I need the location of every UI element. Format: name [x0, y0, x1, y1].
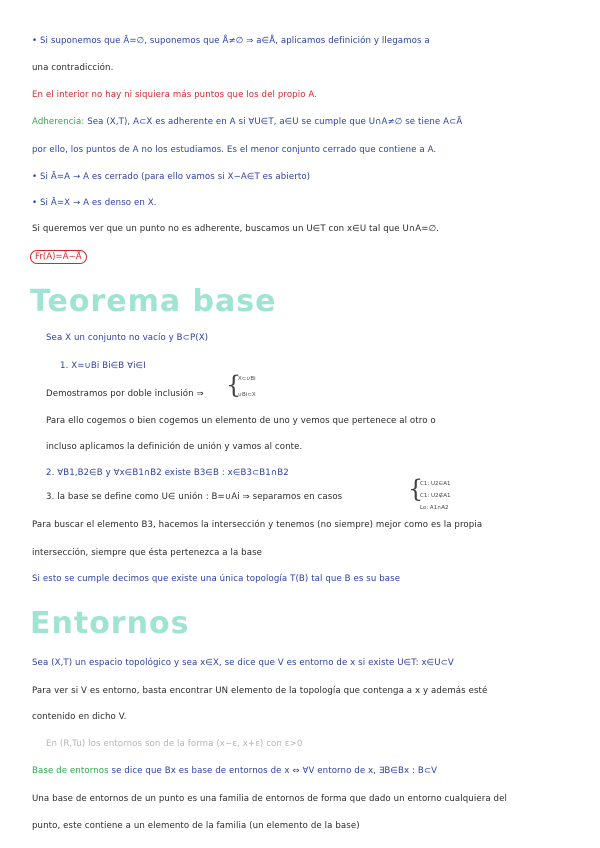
note-line-11: Sea X un conjunto no vacío y B⊂P(X) [46, 333, 209, 343]
inclusion-1: X⊂∪Bi [238, 376, 256, 382]
case-3: Lo: A1∩A2 [420, 505, 449, 511]
note-line-2: una contradicción. [32, 63, 114, 73]
inclusion-2: ∪Bi⊂X [238, 392, 256, 398]
note-line-20: Si esto se cumple decimos que existe una única topología T(B) tal que B es su base [32, 574, 401, 584]
section-heading-entornos: Entornos [30, 606, 190, 641]
note-line-17: 3. la base se define como U∈ unión : B=∪Ai ⇒ separamos en casos [46, 492, 343, 502]
adherencia-definition: Sea (X,T), A⊂X es adherente en A si ∀U∈T, a∈U se cumple que U∩A≠∅ se tiene A⊂Ā [87, 117, 463, 127]
case-1: C1: U2∈A1 [420, 481, 451, 487]
note-line-21: Sea (X,T) un espacio topológico y sea x∈X, se dice que V es entorno de x si existe U∈T: x∈U⊂V [32, 658, 454, 668]
note-line-27: punto, este contiene a un elemento de la familia (un elemento de la base) [32, 821, 360, 831]
section-heading-teorema-base: Teorema base [30, 284, 277, 319]
note-line-8: Si queremos ver que un punto no es adherente, buscamos un U∈T con x∈U tal que U∩A=∅. [32, 224, 440, 234]
note-line-3: En el interior no hay ni siquiera más puntos que los del propio A. [32, 90, 318, 100]
note-line-22: Para ver si V es entorno, basta encontrar UN elemento de la topología que contenga a x y además esté [32, 686, 488, 696]
frontier-formula: Fr(A)=Ā−Å [30, 250, 87, 264]
note-line-12: 1. X=∪Bi Bi∈B ∀i∈I [60, 361, 146, 371]
base-entornos-definition: se dice que Bx es base de entornos de x ⇔ ∀V entorno de x, ∃B∈Bx : B⊂V [111, 766, 438, 776]
note-line-24: En (R,Tu) los entornos son de la forma (x−ε, x+ε) con ε>0 [46, 739, 303, 749]
base-entornos-line [32, 766, 437, 776]
note-line-19: intersección, siempre que ésta pertenezca a la base [32, 548, 263, 558]
note-line-7: • Si Ā=X → A es denso en X. [32, 198, 157, 208]
case-2: C1: U2∉A1 [420, 493, 451, 499]
brace-icon: { [226, 371, 242, 399]
note-line-15: incluso aplicamos la definición de unión y vamos al conte. [46, 442, 303, 452]
note-line-13: Demostramos por doble inclusión ⇒ [46, 389, 204, 399]
note-line-6: • Si Ā=A → A es cerrado (para ello vamos si X−A∈T es abierto) [32, 172, 311, 182]
adherencia-label: Adherencia: [32, 117, 85, 127]
note-line-5: por ello, los puntos de A no los estudiamos. Es el menor conjunto cerrado que contiene a A. [32, 145, 437, 155]
note-line-14: Para ello cogemos o bien cogemos un elemento de uno y vemos que pertenece al otro o [46, 416, 436, 426]
note-line-26: Una base de entornos de un punto es una familia de entornos de forma que dado un entorno cualquiera del [32, 794, 507, 804]
note-line-16: 2. ∀B1,B2∈B y ∀x∈B1∩B2 existe B3∈B : x∈B3⊂B1∩B2 [46, 468, 289, 478]
brace-icon-cases: { [408, 475, 424, 503]
note-line-18: Para buscar el elemento B3, hacemos la intersección y tenemos (no siempre) mejor como es la propia [32, 520, 483, 530]
note-line-23: contenido en dicho V. [32, 712, 127, 722]
adherencia-line [32, 117, 462, 127]
note-line-1: • Si suponemos que Ā=∅, suponemos que Å≠∅ ⇒ a∈Å, aplicamos definición y llegamos a [32, 36, 430, 46]
base-entornos-label: Base de entornos [32, 766, 109, 776]
